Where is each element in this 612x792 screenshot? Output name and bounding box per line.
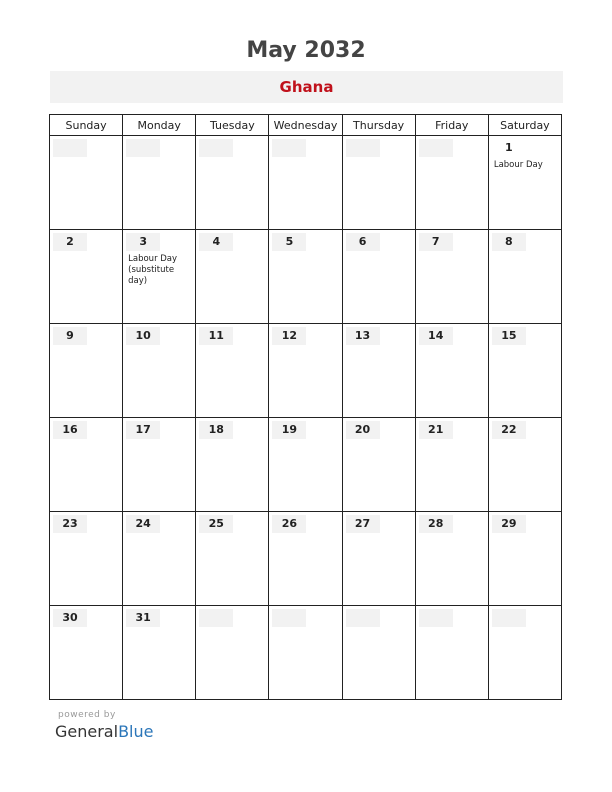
day-number: 8 — [492, 233, 526, 251]
day-number — [272, 609, 306, 627]
day-number: 18 — [199, 421, 233, 439]
day-number: 24 — [126, 515, 160, 533]
day-cell — [415, 606, 488, 700]
weekday-header: Saturday — [488, 115, 561, 136]
day-cell — [196, 606, 269, 700]
day-cell — [488, 230, 561, 324]
weekday-header-row — [50, 115, 562, 136]
day-number: 30 — [53, 609, 87, 627]
country-banner: Ghana — [50, 71, 563, 103]
day-cell — [196, 512, 269, 606]
weekday-header: Wednesday — [269, 115, 342, 136]
day-number — [199, 609, 233, 627]
day-number: 10 — [126, 327, 160, 345]
generalblue-logo — [55, 722, 153, 741]
day-cell — [342, 324, 415, 418]
day-cell — [50, 418, 123, 512]
day-cell — [196, 136, 269, 230]
day-number: 6 — [346, 233, 380, 251]
day-cell — [50, 606, 123, 700]
day-number: 20 — [346, 421, 380, 439]
day-cell — [342, 418, 415, 512]
day-number: 29 — [492, 515, 526, 533]
day-cell — [269, 230, 342, 324]
day-number: 13 — [346, 327, 380, 345]
week-row — [50, 606, 562, 700]
weekday-header: Monday — [123, 115, 196, 136]
day-number: 31 — [126, 609, 160, 627]
day-number: 27 — [346, 515, 380, 533]
day-number: 14 — [419, 327, 453, 345]
day-number: 11 — [199, 327, 233, 345]
day-cell — [488, 324, 561, 418]
day-number: 2 — [53, 233, 87, 251]
day-cell — [488, 606, 561, 700]
day-number — [346, 609, 380, 627]
day-number — [419, 609, 453, 627]
day-cell — [50, 136, 123, 230]
day-cell — [123, 136, 196, 230]
day-number — [419, 139, 453, 157]
day-cell — [123, 230, 196, 324]
day-number: 7 — [419, 233, 453, 251]
day-number — [272, 139, 306, 157]
day-number: 26 — [272, 515, 306, 533]
day-cell — [123, 606, 196, 700]
day-number: 4 — [199, 233, 233, 251]
day-number: 15 — [492, 327, 526, 345]
page-title: May 2032 — [246, 38, 366, 63]
day-cell — [269, 136, 342, 230]
day-cell — [269, 606, 342, 700]
day-cell — [342, 512, 415, 606]
day-cell — [415, 418, 488, 512]
week-row — [50, 418, 562, 512]
weekday-header: Thursday — [342, 115, 415, 136]
weekday-header: Friday — [415, 115, 488, 136]
day-number: 1 — [492, 139, 526, 157]
day-number — [126, 139, 160, 157]
day-number — [346, 139, 380, 157]
day-number: 22 — [492, 421, 526, 439]
holiday-label: Labour Day (substitute day) — [128, 254, 178, 286]
day-cell — [196, 324, 269, 418]
day-number: 28 — [419, 515, 453, 533]
day-cell — [123, 512, 196, 606]
day-cell — [415, 230, 488, 324]
day-number: 9 — [53, 327, 87, 345]
weekday-header: Sunday — [50, 115, 123, 136]
day-cell — [488, 136, 561, 230]
week-row — [50, 136, 562, 230]
day-number — [492, 609, 526, 627]
day-number: 25 — [199, 515, 233, 533]
day-cell — [342, 136, 415, 230]
week-row — [50, 324, 562, 418]
day-cell — [196, 230, 269, 324]
day-cell — [50, 230, 123, 324]
day-cell — [269, 512, 342, 606]
week-row — [50, 512, 562, 606]
day-number — [53, 139, 87, 157]
day-number: 12 — [272, 327, 306, 345]
day-number: 5 — [272, 233, 306, 251]
day-cell — [123, 418, 196, 512]
day-cell — [196, 418, 269, 512]
day-cell — [488, 512, 561, 606]
day-cell — [488, 418, 561, 512]
brand-general-text: General — [55, 722, 119, 741]
holiday-label: Labour Day — [493, 160, 543, 170]
calendar-grid — [49, 114, 562, 700]
weekday-header: Tuesday — [196, 115, 269, 136]
day-number: 23 — [53, 515, 87, 533]
day-cell — [415, 324, 488, 418]
day-cell — [342, 606, 415, 700]
week-row — [50, 230, 562, 324]
day-cell — [342, 230, 415, 324]
day-number — [199, 139, 233, 157]
day-number: 3 — [126, 233, 160, 251]
day-cell — [123, 324, 196, 418]
day-number: 16 — [53, 421, 87, 439]
day-cell — [269, 418, 342, 512]
day-number: 21 — [419, 421, 453, 439]
day-cell — [415, 136, 488, 230]
day-cell — [50, 512, 123, 606]
powered-by-label: powered by — [58, 710, 116, 720]
day-cell — [50, 324, 123, 418]
brand-blue-text: Blue — [118, 722, 154, 741]
day-cell — [269, 324, 342, 418]
day-number: 19 — [272, 421, 306, 439]
day-number: 17 — [126, 421, 160, 439]
day-cell — [415, 512, 488, 606]
